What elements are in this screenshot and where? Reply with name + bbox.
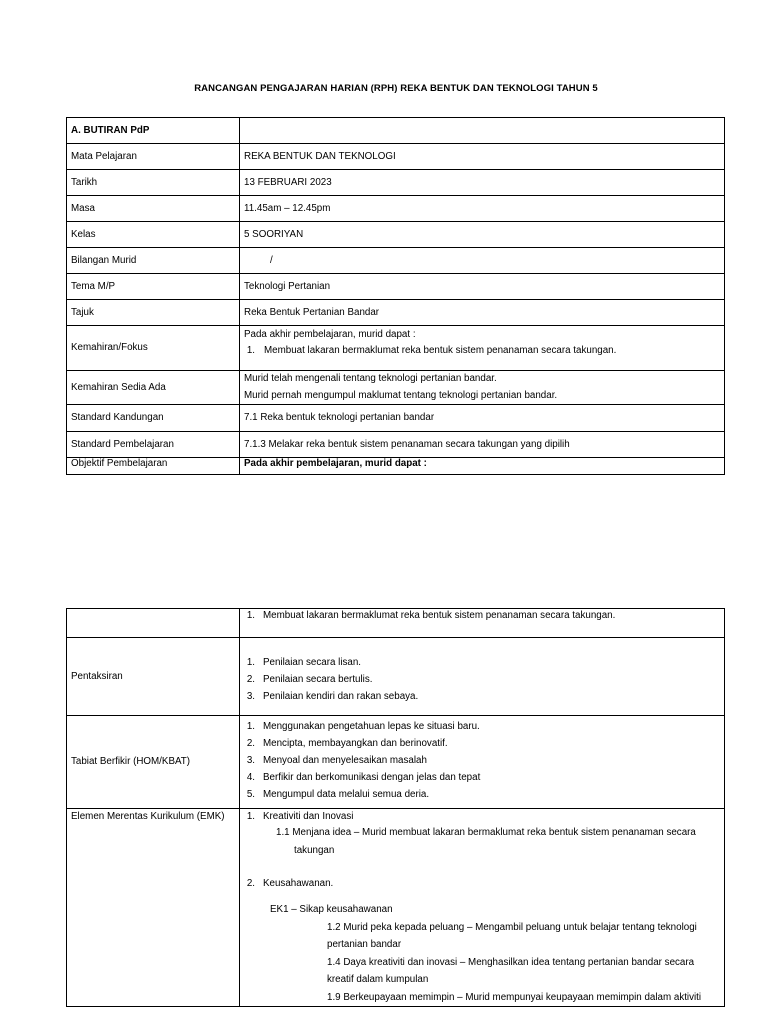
list-number: 1. [246,610,255,621]
list-text: Penilaian secara lisan. [263,657,362,668]
table-row [67,196,725,222]
row-label: Mata Pelajaran [67,144,240,170]
sub-item-cont: pertanian bandar [327,939,402,950]
row-value [240,716,725,809]
row-value [240,326,725,371]
section-header: A. BUTIRAN PdP [67,118,240,144]
empty-cell [67,609,240,638]
list-item [244,671,720,688]
row-value [240,609,725,638]
row-label: Tema M/P [67,274,240,300]
table-row [67,144,725,170]
list-text: Mencipta, membayangkan dan berinovatif. [263,738,448,749]
list-number: 2. [246,738,255,749]
intro-text: Pada akhir pembelajaran, murid dapat : [244,329,416,340]
row-label: Standard Kandungan [67,405,240,432]
row-value: 7.1 Reka bentuk teknologi pertanian bandar [240,405,725,432]
row-value: Reka Bentuk Pertanian Bandar [240,300,725,326]
table-row [67,274,725,300]
row-label: Kemahiran Sedia Ada [67,371,240,405]
list-item [244,609,720,622]
list-item [244,769,720,786]
table-row [67,609,725,638]
list-number: 5. [246,789,255,800]
table-row [67,432,725,458]
table-row [67,222,725,248]
butiran-pdp-table-continued [66,608,725,1007]
butiran-pdp-table [66,117,725,475]
row-value [240,809,725,1007]
sub-heading: EK1 – Sikap keusahawanan [270,904,393,915]
list-text: Membuat lakaran bermaklumat reka bentuk sistem penanaman secara takungan. [264,345,617,356]
list-item [244,875,720,892]
numbered-list [244,718,720,803]
list-text: Keusahawanan. [263,878,334,889]
text-line: Murid pernah mengumpul maklumat tentang teknologi pertanian bandar. [244,389,558,401]
sub-item: 1.2 Murid peka kepada peluang – Mengambil peluang untuk belajar tentang teknologi [327,921,697,933]
table-row [67,809,725,1007]
row-value: REKA BENTUK DAN TEKNOLOGI [240,144,725,170]
table-row [67,371,725,405]
list-number: 2. [246,674,255,685]
row-label: Masa [67,196,240,222]
sub-item-cont: takungan [294,844,335,856]
text-line: Murid telah mengenali tentang teknologi pertanian bandar. [244,373,497,384]
list-item [244,688,720,705]
numbered-list [244,342,720,359]
numbered-list [244,875,720,892]
row-value: 11.45am – 12.45pm [240,196,725,222]
list-text: Kreativiti dan Inovasi [263,811,354,822]
table-row [67,458,725,475]
row-label: Bilangan Murid [67,248,240,274]
numbered-list [244,654,720,705]
table-row [67,170,725,196]
list-number: 2. [246,878,255,889]
row-label: Kelas [67,222,240,248]
row-label: Tarikh [67,170,240,196]
list-item [244,809,720,824]
table-row [67,248,725,274]
sub-item: 1.4 Daya kreativiti dan inovasi – Menghasilkan idea tentang pertanian bandar secara [327,956,695,968]
table-row [67,405,725,432]
row-label: Kemahiran/Fokus [67,326,240,371]
page-title: RANCANGAN PENGAJARAN HARIAN (RPH) REKA BENTUK DAN TEKNOLOGI TAHUN 5 [194,83,598,94]
row-label: Elemen Merentas Kurikulum (EMK) [67,809,240,1007]
row-label: Objektif Pembelajaran [67,458,240,475]
row-label: Pentaksiran [67,638,240,716]
list-item [244,786,720,803]
row-value: 13 FEBRUARI 2023 [240,170,725,196]
table-row [67,300,725,326]
list-text: Menggunakan pengetahuan lepas ke situasi baru. [263,721,480,732]
list-item [244,342,720,359]
row-label: Standard Pembelajaran [67,432,240,458]
list-text: Penilaian secara bertulis. [263,674,373,685]
empty-cell [240,118,725,144]
table-row [67,118,725,144]
list-number: 1. [246,657,255,668]
table-row [67,716,725,809]
table-row [67,638,725,716]
list-text: Berfikir dan berkomunikasi dengan jelas dan tepat [263,772,481,783]
numbered-list [244,609,720,622]
row-label: Tabiat Berfikir (HOM/KBAT) [67,716,240,809]
list-text: Menyoal dan menyelesaikan masalah [263,755,427,766]
list-number: 3. [246,755,255,766]
row-value: / [240,248,725,274]
row-value: 7.1.3 Melakar reka bentuk sistem penanaman secara takungan yang dipilih [240,432,725,458]
list-item [244,718,720,735]
sub-item: 1.9 Berkeupayaan memimpin – Murid mempunyai keupayaan memimpin dalam aktiviti [327,991,702,1003]
list-number: 1. [246,811,255,822]
sub-item-cont: kreatif dalam kumpulan [327,974,429,985]
list-number: 4. [246,772,255,783]
sub-item: 1.1 Menjana idea – Murid membuat lakaran bermaklumat reka bentuk sistem penanaman secara [276,827,696,838]
row-value: 5 SOORIYAN [240,222,725,248]
row-value: Teknologi Pertanian [240,274,725,300]
row-value: Pada akhir pembelajaran, murid dapat : [240,458,725,475]
numbered-list [244,809,720,824]
list-number: 1. [246,345,255,356]
list-text: Penilaian kendiri dan rakan sebaya. [263,691,419,702]
table-row [67,326,725,371]
row-value [240,638,725,716]
list-number: 1. [246,721,255,732]
list-text: Membuat lakaran bermaklumat reka bentuk sistem penanaman secara takungan. [263,610,616,621]
row-label: Tajuk [67,300,240,326]
list-text: Mengumpul data melalui semua deria. [263,789,430,800]
list-item [244,735,720,752]
list-number: 3. [246,691,255,702]
list-item [244,752,720,769]
row-value [240,371,725,405]
list-item [244,654,720,671]
